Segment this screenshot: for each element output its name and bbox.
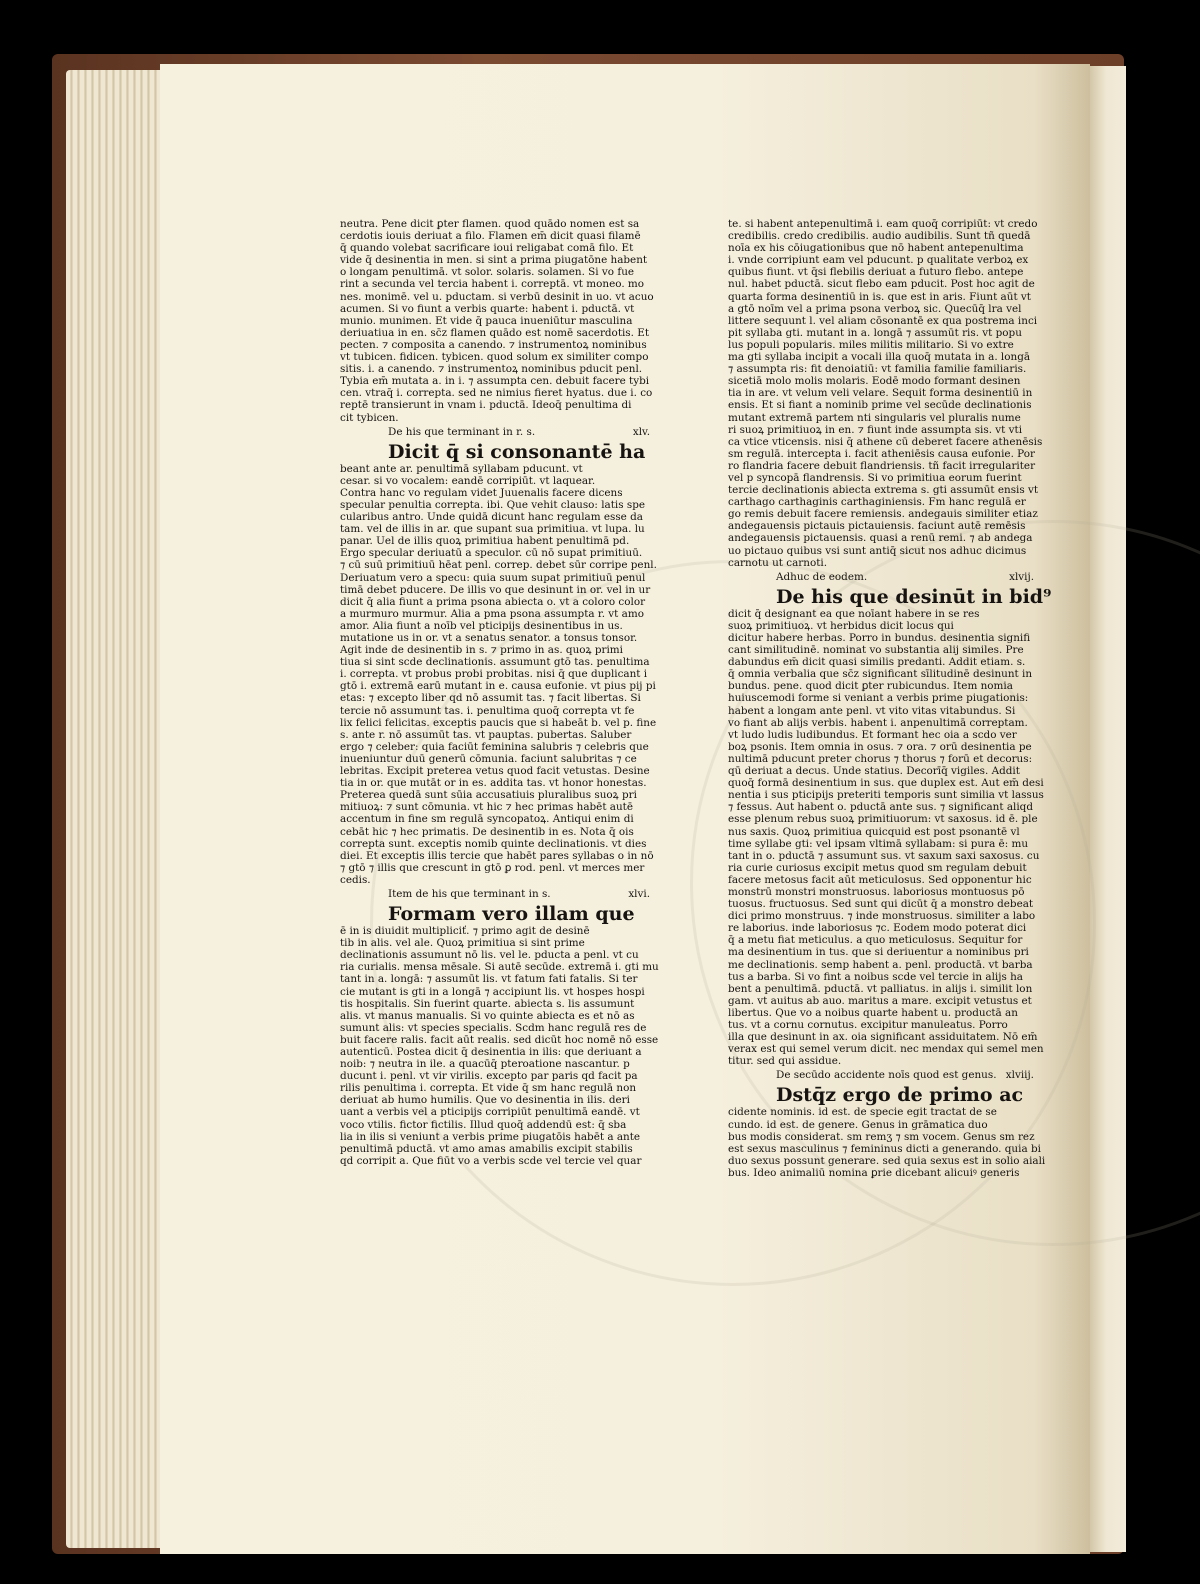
text-line: carnotu ut carnoti.: [728, 556, 828, 569]
text-block: [728, 608, 1054, 1068]
text-line: monstrū monstri monstruosus. laboriosus montuosus pō: [728, 885, 1025, 898]
text-line: alis. vt manus manualis. Si vo quinte abiecta es et nō as: [340, 1009, 635, 1022]
text-line: tercie declinationis abiecta extrema s. gti assumūt ensis vt: [728, 484, 1039, 497]
text-line: Deriuatum vero a specu: quia suum supat primitiuū penul: [340, 571, 646, 584]
text-line: dicit q̄ alia fiunt a prima psona abiecta o. vt a coloro color: [340, 595, 646, 608]
text-line: amor. Alia fiunt a noīb vel pticipijs desinentibus in us.: [340, 619, 623, 632]
text-line: beant ante ar. penultimā syllabam pducunt. vt: [340, 462, 583, 475]
text-line: nultimā pducunt preter chorus ⁊ thorus ⁊ forū et decorus:: [728, 752, 1033, 765]
text-line: etas: ⁊ excepto liber qd nō assumit tas. ⁊ facit libertas. Si: [340, 692, 641, 705]
text-line: vt ludo ludis ludibundus. Et formant hec oia a scdo ver: [728, 728, 1017, 741]
text-line: tam. vel de illis in ar. que supant sua primitiua. vt lupa. lu: [340, 523, 645, 536]
text-line: correpta sunt. exceptis nomib quinte declinationis. vt dies: [340, 837, 647, 850]
text-block: [340, 463, 670, 886]
text-line: ro flandria facere debuit flandriensis. tñ facit irregulariter: [728, 459, 1036, 472]
text-line: littere sequunt l. vel aliam cōsonantē ex qua postrema inci: [728, 314, 1038, 327]
text-line: q̄ omnia verbalia que sc̄z significant sīlitudinē desinunt in: [728, 668, 1033, 681]
text-line: mutant extremā partem nti singularis vel pluralis nume: [728, 411, 1021, 424]
text-line: ⁊ gtō ⁊ illis que crescunt in gtō ꝑ rod. penl. vt merces mer: [340, 861, 645, 874]
heading-text: Item de his que terminant in s.: [388, 887, 551, 900]
text-line: voco vtilis. fictor fictilis. Illud quoq̄ addendū est: q̄ sba: [340, 1118, 627, 1131]
text-line: s. ante r. nō assumūt tas. vt pauptas. pubertas. Saluber: [340, 728, 632, 741]
text-line: nentia i sus pticipijs preteriti temporis sunt similia vt lassus: [728, 789, 1044, 802]
text-line: tib in alis. vel ale. Quoꝝ primitiua si sint prime: [340, 937, 585, 950]
text-line: uo pictauo quibus vsi sunt antiq̄ sicut nos adhuc dicimus: [728, 544, 1027, 557]
chapter-number: xlvij.: [1009, 570, 1034, 583]
text-line: te. si habent antepenultimā i. eam quoq̄ corripiūt: vt credo: [728, 218, 1038, 230]
text-line: cit tybicen.: [340, 411, 399, 424]
text-line: ma gti syllaba incipit a vocali illa quoq̄ mutata in a. longā: [728, 351, 1031, 364]
text-line: illa que desinunt in ax. oia significant assiduitatem. Nō em̄: [728, 1031, 1038, 1044]
text-line: vt tubicen. fidicen. tybicen. quod solum ex similiter compo: [340, 351, 649, 364]
text-line: i. correpta. vt probus probi probitas. nisi q̄ que duplicant i: [340, 668, 648, 681]
text-line: cebāt hic ⁊ hec primatis. De desinentib in es. Nota q̄ ois: [340, 825, 634, 838]
chapter-number: xlvi.: [628, 887, 650, 900]
text-block: [728, 218, 1054, 569]
text-line: ca vtice vticensis. nisi q̄ athene cū deberet facere athenēsis: [728, 435, 1043, 448]
text-line: facere metosus facit aūt meticulosus. Sed opponentur hic: [728, 873, 1032, 886]
text-line: munio. munimen. Et vide q̄ pauca inueniūtur masculina: [340, 314, 633, 327]
text-line: libertus. Que vo a noibus quarte habent u. productā an: [728, 1006, 1018, 1019]
text-line: a murmuro murmur. Alia a pma psona assumpta r. vt amo: [340, 607, 644, 620]
text-line: andegauensis pictauis pictauiensis. faciunt autē remēsis: [728, 520, 1026, 533]
text-line: bent a penultimā. pductā. vt palliatus. in alijs i. similit lon: [728, 982, 1033, 995]
text-line: q̄ a metu fiat meticulus. a quo meticulosus. Sequitur for: [728, 934, 1023, 947]
text-line: cidente nominis. id est. de specie egit tractat de se: [728, 1106, 997, 1119]
text-line: dicit q̄ designant ea que noīant habere in se res: [728, 607, 980, 620]
text-line: ma desinentium in tus. que si deriuentur a nominibus pri: [728, 946, 1029, 959]
text-line: timā debet pducere. De illis vo que desinunt in or. vel in ur: [340, 583, 651, 596]
text-block: [340, 925, 670, 1167]
text-line: accentum in fine sm regulā syncopatoꝝ. Antiqui enim di: [340, 813, 634, 826]
text-line: Ergo specular deriuatū a speculor. cū nō supat primitiuū.: [340, 547, 643, 560]
text-line: qū deriuat a decus. Unde statius. Decorīq̄ vigiles. Addit: [728, 765, 1020, 778]
text-line: cen. vtraq̄ i. correpta. sed ne nimius fieret hyatus. due i. co: [340, 387, 653, 400]
text-line: cesar. si vo vocalem: eandē corripiūt. vt laquear.: [340, 474, 596, 487]
text-line: panar. Uel de illis quoꝝ primitiua habent penultimā pd.: [340, 535, 630, 548]
text-line: ri suoꝝ primitiuoꝝ in en. ⁊ fiunt inde assumpta sis. vt vti: [728, 423, 1023, 436]
text-line: inueniuntur duū generū cōmunia. faciunt salubritas ⁊ ce: [340, 752, 637, 765]
text-line: q̄ quando volebat sacrificare ioui religabat comā filo. Et: [340, 242, 634, 255]
text-line: lia in ilis si veniunt a verbis prime piugatōis habēt a ante: [340, 1130, 641, 1143]
section-heading: [728, 571, 1054, 583]
text-line: gtō i. extremā earū mutant in e. causa eufonie. vt pius pij pi: [340, 680, 656, 693]
text-line: reptē transierunt in vnam i. pductā. Ideoq̄ penultima di: [340, 399, 632, 412]
heading-text: Adhuc de eodem.: [776, 570, 868, 583]
text-line: credibilis. credo credibilis. audio audibilis. Sunt tñ quedā: [728, 230, 1031, 243]
left-text-column: [340, 218, 670, 1167]
text-line: deriuat ab humo humilis. Que vo desinentia in ilis. deri: [340, 1094, 630, 1107]
text-line: bundus. pene. quod dicit ꝑter rubicundus. Item nomia: [728, 680, 1013, 693]
text-block: [728, 1106, 1054, 1179]
text-line: ⁊ cū suū primitiuū hēat penl. correp. debet sūr corripe penl.: [340, 559, 657, 572]
text-line: ⁊ fessus. Aut habent o. pductā ante sus. ⁊ significant aliqd: [728, 801, 1033, 814]
right-text-column: [728, 218, 1054, 1179]
text-line: sicetiā molo molis molaris. Eodē modo formant desinen: [728, 375, 1021, 388]
text-line: lus populi popularis. miles militis militario. Si vo extre: [728, 338, 1014, 351]
text-line: bus. Ideo animaliū nomina ꝑrie dicebant alicuiꝰ generis: [728, 1166, 1020, 1179]
text-line: boꝝ psonis. Item omnia in osus. ⁊ ora. ⁊ orū desinentia pe: [728, 740, 1032, 753]
text-block: [340, 218, 670, 424]
text-line: cularibus antro. Unde quidā dicunt hanc regulam esse da: [340, 511, 643, 524]
text-line: ensis. Et si fiant a nominib prime vel secūde declinationis: [728, 399, 1032, 412]
decorated-initial: De his que desinūt in bid⁹: [776, 585, 1052, 608]
chapter-number: xlviij.: [1005, 1069, 1034, 1082]
heading-text: De his que terminant in r. s.: [388, 425, 536, 438]
text-line: tis hospitalis. Sin fuerint quarte. abiecta s. lis assumunt: [340, 997, 635, 1010]
text-line: tercie nō assumunt tas. i. penultima quoq̄ correpta vt fe: [340, 704, 635, 717]
text-line: vel p syncopā flandrensis. Si vo primitiua eorum fuerint: [728, 471, 1022, 484]
text-line: tant in a. longā: ⁊ assumūt lis. vt fatum fati fatalis. Si ter: [340, 973, 638, 986]
text-line: tus a barba. Si vo fint a noibus scde vel tercie in alijs ha: [728, 970, 1023, 983]
text-line: time syllabe gti: vel ipsam vltimā syllabam: si pura ē: mu: [728, 837, 1029, 850]
text-line: suoꝝ primitiuoꝝ. vt herbidus dicit locus qui: [728, 619, 954, 632]
text-line: ria curie curiosus excipit metus quod sm regulam debuit: [728, 861, 1027, 874]
text-line: deriuatiua in en. sc̄z flamen quādo est nomē sacerdotis. Et: [340, 326, 650, 339]
text-line: sitis. i. a canendo. ⁊ instrumentoꝝ nominibus pducit penl.: [340, 363, 643, 376]
text-line: vide q̄ desinentia in men. si sint a prima piugatōne habent: [340, 254, 648, 267]
section-heading: [340, 426, 670, 438]
text-line: specular penultia correpta. ibi. Que vehit clauso: latis spe: [340, 498, 646, 511]
text-line: cedis.: [340, 873, 371, 886]
section-heading: [340, 888, 670, 900]
text-line: dicitur habere herbas. Porro in bundus. desinentia signifi: [728, 632, 1031, 644]
text-line: qd corripit a. Que fiūt vo a verbis scde vel tercie vel quar: [340, 1154, 642, 1167]
text-line: buit facere ralis. facit aūt realis. sed dicūt hoc nomē nō esse: [340, 1033, 659, 1046]
text-line: uant a verbis vel a pticipijs corripiūt penultimā eandē. vt: [340, 1106, 640, 1119]
chapter-number: xlv.: [632, 425, 650, 438]
text-line: i. vnde corripiunt eam vel pducunt. p qualitate verboꝝ ex: [728, 254, 1029, 267]
decorated-initial: Dicit q̄ si consonantē ha: [388, 440, 646, 463]
text-line: Contra hanc vo regulam videt Juuenalis facere dicens: [340, 486, 623, 499]
text-line: o longam penultimā. vt solor. solaris. solamen. Si vo fue: [340, 266, 635, 279]
text-line: cie mutant is gti in a longā ⁊ accipiunt lis. vt hospes hospi: [340, 985, 645, 998]
text-line: pit syllaba gti. mutant in a. longā ⁊ assumūt ris. vt popu: [728, 326, 1022, 339]
text-line: rint a secunda vel tercia habent i. correptā. vt moneo. mo: [340, 278, 645, 291]
text-line: autenticū. Postea dicit q̄ desinentia in ilis: que deriuant a: [340, 1046, 642, 1058]
text-line: diei. Et exceptis illis tercie que habēt pares syllabas o in nō: [340, 849, 654, 862]
text-line: ria curialis. mensa mēsale. Si autē secūde. extremā i. gti mu: [340, 961, 659, 974]
text-line: noīa ex his cōiugationibus que nō habent antepenultima: [728, 242, 1024, 255]
text-line: ducunt i. penl. vt vir virilis. excepto par paris qd facit pa: [340, 1070, 638, 1083]
text-line: noib: ⁊ neutra in ile. a quacūq̄ pteroatione nascantur. p: [340, 1058, 630, 1071]
text-line: go remis debuit facere remiensis. andegauis similiter etiaz: [728, 508, 1038, 521]
text-line: quibus fiunt. vt q̄si flebilis deriuat a futuro flebo. antepe: [728, 266, 1024, 279]
decorated-initial: Formam vero illam que: [388, 903, 635, 926]
text-line: re laborius. inde laboriosus ⁊c. Eodem modo poterat dici: [728, 922, 1027, 935]
text-line: quarta forma desinentiū in is. que est in aris. Fiunt aūt vt: [728, 290, 1031, 303]
text-line: ē in is diuidit multipliciť. ⁊ primo agit de desinē: [340, 925, 590, 938]
text-line: cundo. id est. de genere. Genus in grāmatica duo: [728, 1118, 988, 1131]
text-line: tia in are. vt velum veli velare. Sequit forma desinentiū in: [728, 387, 1033, 400]
text-line: titur. sed qui assidue.: [728, 1055, 842, 1068]
text-line: penultimā pductā. vt amo amas amabilis excipit stabilis: [340, 1142, 633, 1155]
text-line: tuosus. fructuosus. Sed sunt qui dicūt q̄ a monstro debeat: [728, 898, 1034, 911]
text-line: tant in o. pductā ⁊ assumunt sus. vt saxum saxi saxosus. cu: [728, 849, 1040, 862]
text-line: me declinationis. semp habent a. penl. productā. vt barba: [728, 958, 1033, 971]
text-line: cant similitudinē. nominat vo substantia alij similes. Pre: [728, 644, 1024, 657]
page-edges: [66, 70, 166, 1548]
text-line: carthago carthaginis carthaginiensis. Fm hanc regulā er: [728, 496, 1026, 509]
text-line: nes. monimē. vel u. pductam. si verbū desinit in uo. vt acuo: [340, 290, 654, 303]
text-line: mitiuoꝝ: ⁊ sunt cōmunia. vt hic ⁊ hec primas habēt autē: [340, 801, 634, 814]
text-line: habent a longam ante penl. vt vito vitas vitabundus. Si: [728, 704, 1016, 717]
text-line: verax est qui semel verum dicit. nec mendax qui semel men: [728, 1043, 1044, 1056]
text-line: quoq̄ formā desinentium in sus. que duplex est. Aut em̄ desi: [728, 777, 1044, 790]
text-line: ⁊ assumpta ris: fit denoiatiū: vt familia familie familiaris.: [728, 363, 1027, 376]
section-heading: [728, 1069, 1054, 1081]
text-line: vo fiant ab alijs verbis. habent i. anpenultimā correptam.: [728, 716, 1028, 729]
text-line: esse plenum rebus suoꝝ primitiuorum: vt saxosus. id ē. ple: [728, 813, 1038, 826]
text-line: neutra. Pene dicit ꝑter flamen. quod quādo nomen est sa: [340, 218, 640, 230]
text-line: pecten. ⁊ composita a canendo. ⁊ instrumentoꝝ nominibus: [340, 338, 647, 351]
text-line: tus. vt a cornu cornutus. excipitur manuleatus. Porro: [728, 1019, 1008, 1031]
text-line: andegauensis pictauensis. quasi a renū remi. ⁊ ab andega: [728, 532, 1033, 545]
text-line: sm regulā. intercepta i. facit atheniēsis causa eufonie. Por: [728, 447, 1035, 460]
text-line: nus saxis. Quoꝝ primitiua quicquid est post psonantē vl: [728, 825, 1020, 838]
text-line: rilis penultima i. correpta. Et vide q̄ sm hanc regulā non: [340, 1082, 637, 1095]
text-line: tia in or. que mutāt or in es. addita tas. vt honor honestas.: [340, 777, 647, 790]
text-line: ergo ⁊ celeber: quia faciūt feminina salubris ⁊ celebris que: [340, 740, 649, 753]
text-line: mutatione us in or. vt a senatus senator. a tonsus tonsor.: [340, 632, 638, 644]
text-line: Preterea quedā sunt sūia accusatiuis pluralibus suoꝝ pri: [340, 789, 637, 802]
text-line: dici primo monstruus. ⁊ inde monstruosus. similiter a labo: [728, 910, 1036, 923]
text-line: cerdotis iouis deriuat a filo. Flamen em̄ dicit quasi filamē: [340, 230, 641, 243]
text-line: Tybia em̄ mutata a. in i. ⁊ assumpta cen. debuit facere tybi: [340, 375, 650, 388]
text-line: a gtō noīm vel a prima psona verboꝝ sic. Quecūq̄ lra vel: [728, 302, 1022, 315]
text-line: dabundus em̄ dicit quasi similis predanti. Addit etiam. s.: [728, 656, 1026, 669]
text-line: est sexus masculinus ⁊ femininus dicti a generando. quia bi: [728, 1142, 1041, 1155]
text-line: Agit inde de desinentib in s. ⁊ primo in as. quoꝝ primi: [340, 644, 623, 657]
text-line: sumunt alis: vt species specialis. Scdm hanc regulā res de: [340, 1021, 647, 1034]
text-line: gam. vt auitus ab auo. maritus a mare. excipit vetustus et: [728, 994, 1032, 1007]
text-line: duo sexus possunt generare. sed quia sexus est in solio aiali: [728, 1154, 1046, 1167]
heading-text: De secūdo accidente noīs quod est genus.: [776, 1069, 997, 1082]
decorated-initial: Dstq̄z ergo de primo ac: [776, 1084, 1024, 1107]
text-line: tiua si sint scde declinationis. assumunt gtō tas. penultima: [340, 656, 650, 669]
text-line: huiuscemodi forme si veniant a verbis prime piugationis:: [728, 692, 1029, 705]
text-line: nul. habet pductā. sicut flebo eam pducit. Post hoc agit de: [728, 278, 1035, 291]
text-line: acumen. Si vo fiunt a verbis quarte: habent i. pductā. vt: [340, 302, 635, 315]
text-line: lix felici felicitas. exceptis paucis que si habeāt b. vel p. fine: [340, 716, 657, 729]
text-line: lebritas. Excipit preterea vetus quod facit vetustas. Desine: [340, 765, 650, 778]
text-line: bus modis considerat. sm remʒ ⁊ sm vocem. Genus sm rez: [728, 1130, 1035, 1143]
text-line: declinationis assumunt nō lis. vel le. pducta a penl. vt cu: [340, 949, 639, 962]
